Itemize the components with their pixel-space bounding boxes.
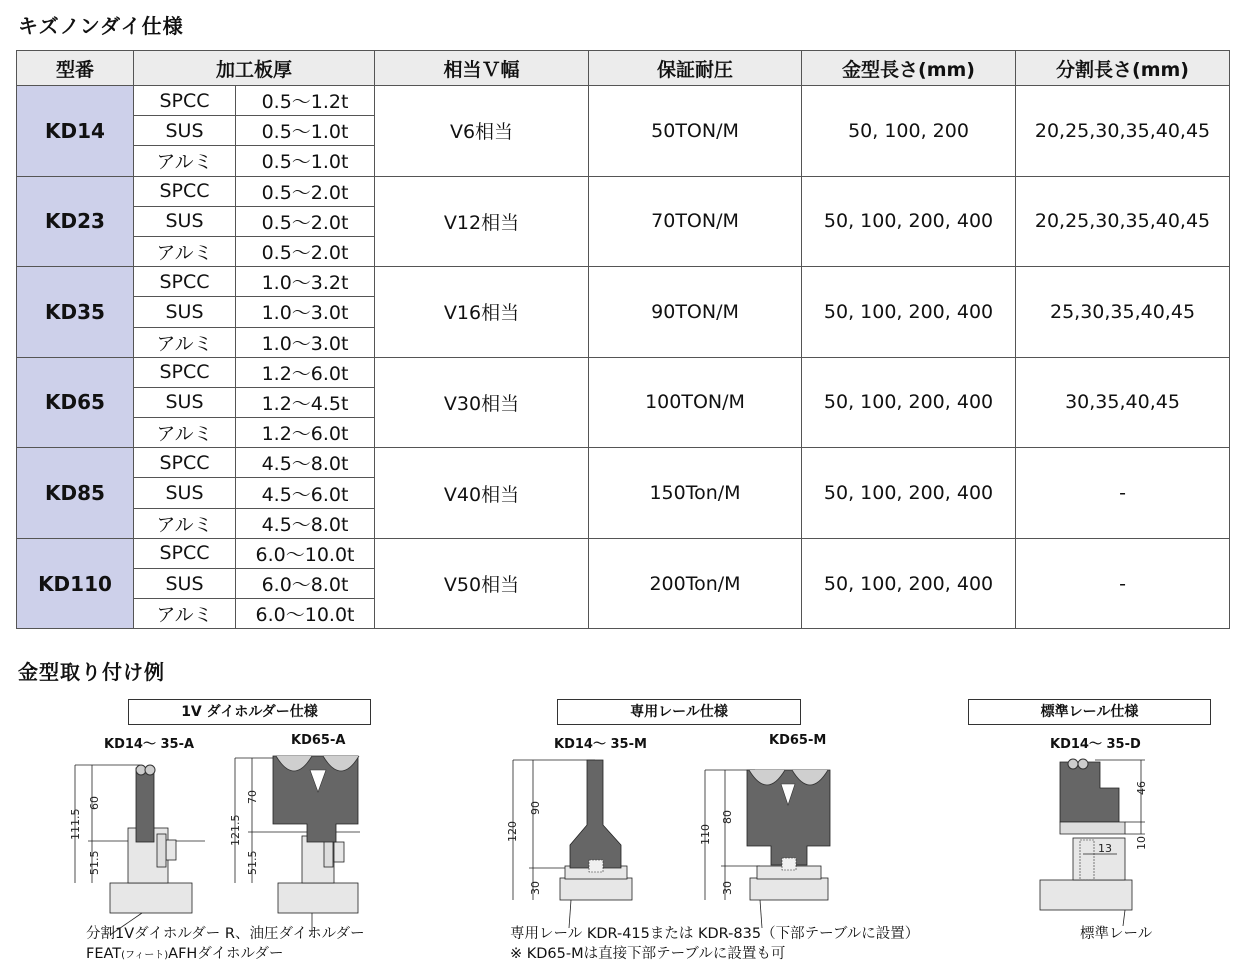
material-cell: SPCC (134, 538, 236, 568)
header-model: 型番 (17, 51, 134, 86)
material-cell: SPCC (134, 267, 236, 297)
dim-110: 110 (699, 824, 712, 845)
v-width-cell: V6相当 (375, 86, 589, 177)
material-cell: SUS (134, 478, 236, 508)
material-cell: SUS (134, 206, 236, 236)
thickness-cell: 1.2～4.5t (236, 387, 375, 417)
table-row (17, 86, 1230, 116)
thickness-cell: 0.5～1.0t (236, 146, 375, 176)
model-cell: KD14 (17, 86, 134, 177)
thickness-cell: 0.5～1.0t (236, 116, 375, 146)
length-cell: 50, 100, 200, 400 (802, 267, 1016, 358)
thickness-cell: 1.0～3.0t (236, 327, 375, 357)
note-dedicated-rail-line1: 専用レール KDR-415または KDR-835（下部テーブルに設置） (510, 926, 920, 942)
material-cell: SUS (134, 297, 236, 327)
thickness-cell: 4.5～8.0t (236, 508, 375, 538)
material-cell: アルミ (134, 599, 236, 629)
split-cell: 20,25,30,35,40,45 (1016, 86, 1230, 177)
caption-standard-rail: 標準レール仕様 (968, 699, 1211, 725)
table-row (17, 357, 1230, 387)
header-thickness: 加工板厚 (134, 51, 375, 86)
thickness-cell: 4.5～8.0t (236, 448, 375, 478)
label-kd14-35-m: KD14～ 35-M (554, 737, 647, 752)
spec-section-title: キズノンダイ仕様 (18, 14, 184, 38)
drawing-dedicated-rail (495, 750, 855, 920)
label-kd14-35-d: KD14～ 35-D (1050, 737, 1141, 752)
material-cell: SUS (134, 569, 236, 599)
material-cell: SPCC (134, 86, 236, 116)
material-cell: SUS (134, 387, 236, 417)
thickness-cell: 6.0～10.0t (236, 538, 375, 568)
material-cell: アルミ (134, 236, 236, 266)
drawing-standard-rail (1035, 750, 1175, 920)
thickness-cell: 0.5～2.0t (236, 176, 375, 206)
table-header-row (17, 51, 1230, 86)
split-cell: 30,35,40,45 (1016, 357, 1230, 448)
dim-80: 80 (721, 810, 734, 824)
material-cell: SPCC (134, 176, 236, 206)
dim-70: 70 (246, 790, 259, 804)
dim-111-5: 111.5 (69, 808, 82, 840)
v-width-cell: V30相当 (375, 357, 589, 448)
v-width-cell: V40相当 (375, 448, 589, 539)
model-cell: KD23 (17, 176, 134, 267)
v-width-cell: V50相当 (375, 538, 589, 629)
material-cell: アルミ (134, 508, 236, 538)
split-cell: 25,30,35,40,45 (1016, 267, 1230, 358)
note-1v-holder-line2: FEAT(フィート)AFHダイホルダー (86, 946, 284, 962)
v-width-cell: V12相当 (375, 176, 589, 267)
pressure-cell: 100TON/M (589, 357, 802, 448)
length-cell: 50, 100, 200, 400 (802, 448, 1016, 539)
v-width-cell: V16相当 (375, 267, 589, 358)
material-cell: SUS (134, 116, 236, 146)
thickness-cell: 0.5～2.0t (236, 206, 375, 236)
thickness-cell: 1.0～3.0t (236, 297, 375, 327)
model-cell: KD35 (17, 267, 134, 358)
table-row (17, 176, 1230, 206)
thickness-cell: 6.0～8.0t (236, 569, 375, 599)
note-1v-holder-line1: 分割1Vダイホルダー R、油圧ダイホルダー (86, 926, 365, 942)
length-cell: 50, 100, 200, 400 (802, 176, 1016, 267)
thickness-cell: 1.2～6.0t (236, 418, 375, 448)
length-cell: 50, 100, 200, 400 (802, 357, 1016, 448)
material-cell: アルミ (134, 418, 236, 448)
pressure-cell: 200Ton/M (589, 538, 802, 629)
caption-1v-holder: 1V ダイホルダー仕様 (128, 699, 371, 725)
dim-30: 30 (529, 881, 542, 895)
dim-121-5: 121.5 (229, 814, 242, 846)
split-cell: 20,25,30,35,40,45 (1016, 176, 1230, 267)
pressure-cell: 70TON/M (589, 176, 802, 267)
table-row (17, 448, 1230, 478)
dim-30-b: 30 (721, 881, 734, 895)
dim-51-5-b: 51.5 (246, 850, 259, 875)
material-cell: SPCC (134, 448, 236, 478)
drawing-1v-holder (70, 750, 370, 920)
dim-13: 13 (1098, 842, 1112, 855)
dim-10: 10 (1135, 836, 1148, 850)
split-cell: - (1016, 448, 1230, 539)
mount-section-title: 金型取り付け例 (18, 660, 165, 684)
note-dedicated-rail-line2: ※ KD65-Mは直接下部テーブルに設置も可 (510, 946, 786, 962)
dim-51-5: 51.5 (88, 850, 101, 875)
header-v-width: 相当Ｖ幅 (375, 51, 589, 86)
model-cell: KD110 (17, 538, 134, 629)
model-cell: KD65 (17, 357, 134, 448)
thickness-cell: 6.0～10.0t (236, 599, 375, 629)
thickness-cell: 4.5～6.0t (236, 478, 375, 508)
length-cell: 50, 100, 200, 400 (802, 538, 1016, 629)
material-cell: アルミ (134, 146, 236, 176)
table-row (17, 267, 1230, 297)
length-cell: 50, 100, 200 (802, 86, 1016, 177)
material-cell: アルミ (134, 327, 236, 357)
split-cell: - (1016, 538, 1230, 629)
dim-120: 120 (506, 821, 519, 842)
label-kd65-a: KD65-A (291, 733, 346, 748)
material-cell: SPCC (134, 357, 236, 387)
header-length: 金型長さ(mm) (802, 51, 1016, 86)
thickness-cell: 0.5～2.0t (236, 236, 375, 266)
thickness-cell: 1.0～3.2t (236, 267, 375, 297)
spec-table (16, 50, 1230, 629)
dim-60: 60 (88, 796, 101, 810)
thickness-cell: 0.5～1.2t (236, 86, 375, 116)
table-row (17, 538, 1230, 568)
label-kd65-m: KD65-M (769, 733, 827, 748)
pressure-cell: 50TON/M (589, 86, 802, 177)
label-kd14-35-a: KD14～ 35-A (104, 737, 195, 752)
thickness-cell: 1.2～6.0t (236, 357, 375, 387)
pressure-cell: 150Ton/M (589, 448, 802, 539)
header-split: 分割長さ(mm) (1016, 51, 1230, 86)
dim-46: 46 (1135, 781, 1148, 795)
header-pressure: 保証耐圧 (589, 51, 802, 86)
model-cell: KD85 (17, 448, 134, 539)
dim-90: 90 (529, 801, 542, 815)
pressure-cell: 90TON/M (589, 267, 802, 358)
caption-dedicated-rail: 専用レール仕様 (557, 699, 801, 725)
note-standard-rail: 標準レール (1080, 926, 1153, 942)
